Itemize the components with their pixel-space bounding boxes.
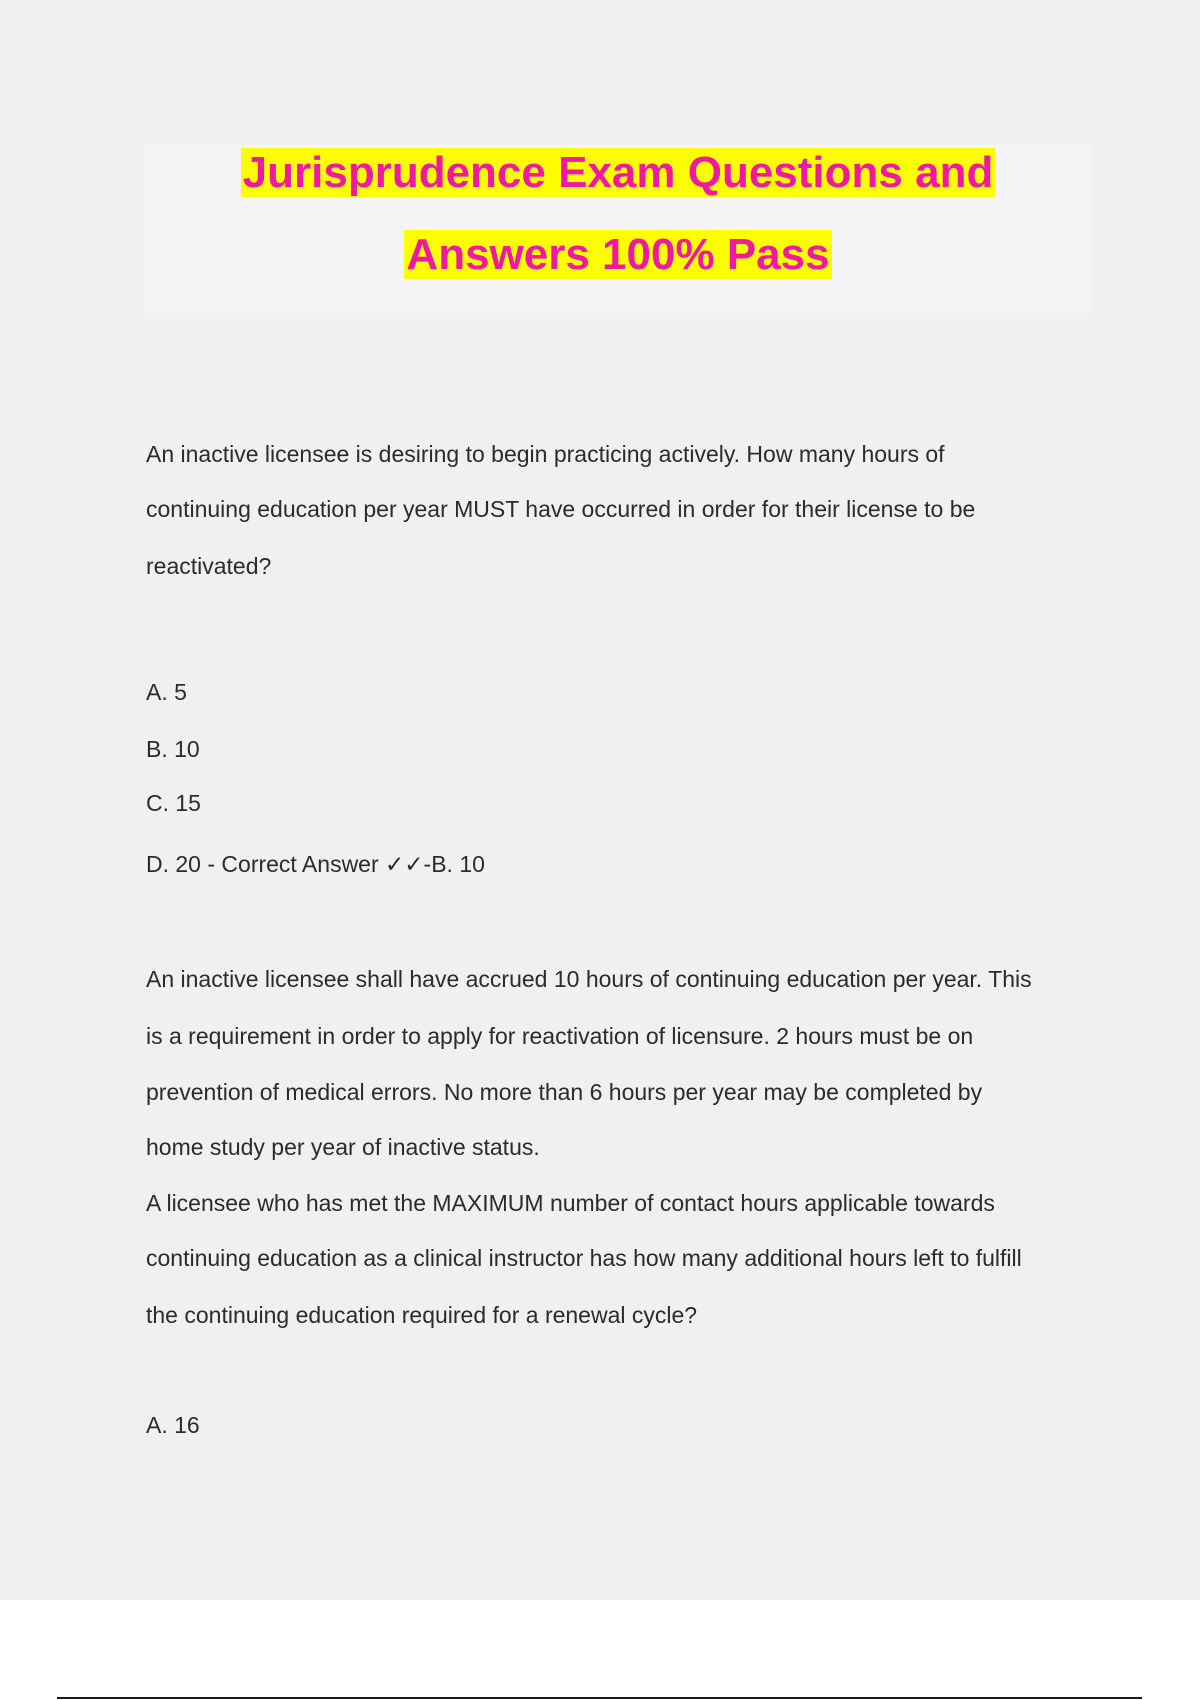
question-1-option-a: A. 5	[146, 679, 187, 705]
explanation-line-4: home study per year of inactive status.	[146, 1134, 540, 1160]
question-2-line-3: the continuing education required for a renewal cycle?	[146, 1302, 698, 1328]
title-line-1	[144, 145, 1092, 201]
question-1-line-3: reactivated?	[146, 553, 272, 579]
question-2-line-2: continuing education as a clinical instructor has how many additional hours left to fulfill	[146, 1245, 1022, 1271]
title-highlight-2: Answers 100% Pass	[406, 230, 830, 279]
question-2-option-a: A. 16	[146, 1412, 200, 1438]
title-line-2	[144, 227, 1092, 283]
question-1-line-1: An inactive licensee is desiring to begin practicing actively. How many hours of	[146, 441, 945, 467]
question-1-option-c: C. 15	[146, 790, 201, 816]
question-2-line-1: A licensee who has met the MAXIMUM number of contact hours applicable towards	[146, 1190, 995, 1216]
footer-divider	[57, 1697, 1142, 1699]
question-1-option-b: B. 10	[146, 736, 200, 762]
explanation-line-1: An inactive licensee shall have accrued 10 hours of continuing education per year. This	[146, 966, 1032, 992]
explanation-line-3: prevention of medical errors. No more than 6 hours per year may be completed by	[146, 1079, 983, 1105]
title-highlight-1: Jurisprudence Exam Questions and	[242, 148, 994, 197]
question-1-option-d-answer: D. 20 - Correct Answer ✓✓-B. 10	[146, 851, 485, 877]
question-1-line-2: continuing education per year MUST have occurred in order for their license to be	[146, 496, 976, 522]
title-block	[144, 145, 1092, 313]
explanation-line-2: is a requirement in order to apply for reactivation of licensure. 2 hours must be on	[146, 1023, 974, 1049]
